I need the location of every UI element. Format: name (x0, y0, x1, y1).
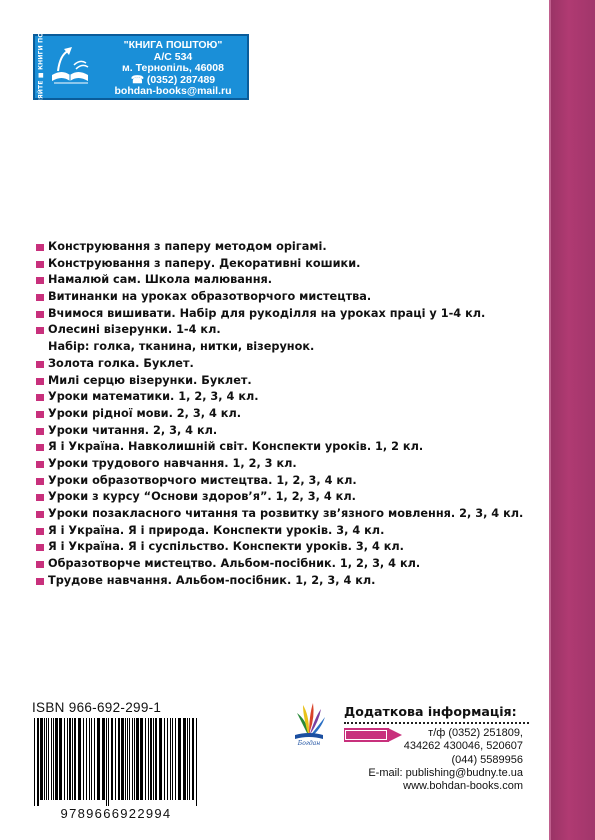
bullet-square (36, 277, 44, 284)
bullet-square (36, 261, 44, 268)
barcode-bar (115, 718, 116, 800)
barcode-bar (192, 718, 194, 800)
catalog-item: Уроки математики. 1, 2, 3, 4 кл. (36, 389, 546, 406)
mail-order-line: "КНИГА ПОШТОЮ" (123, 39, 223, 51)
bullet-square (36, 394, 44, 401)
bullet-square (36, 544, 44, 551)
bullet-square (36, 294, 44, 301)
catalog-item: Уроки образотворчого мистецтва. 1, 2, 3, 4 кл. (36, 473, 546, 490)
bullet-square (36, 327, 44, 334)
catalog-item: Вчимося вишивати. Набір для рукоділля на уроках праці у 1-4 кл. (36, 306, 546, 323)
barcode-bar (102, 718, 105, 800)
barcode-bar (150, 718, 152, 800)
barcode-bar (59, 718, 62, 800)
contact-email: E-mail: publishing@budny.te.ua (368, 766, 523, 779)
catalog-item: Я і Україна. Навколишній світ. Конспекти уроків. 1, 2 кл. (36, 439, 546, 456)
barcode-bar (121, 718, 124, 800)
bullet-square (36, 561, 44, 568)
barcode-bar (91, 718, 92, 800)
barcode-bar (89, 718, 90, 800)
bullet-square (36, 444, 44, 451)
barcode-bar (172, 718, 173, 800)
barcode-bar (145, 718, 146, 800)
barcode-bar (108, 718, 109, 806)
mail-order-line: м. Тернопіль, 46008 (122, 62, 224, 75)
barcode-bar (134, 718, 135, 800)
catalog-item: Трудове навчання. Альбом-посібник. 1, 2, 3, 4 кл. (36, 573, 546, 590)
bullet-square (36, 411, 44, 418)
barcode-bar (132, 718, 133, 800)
additional-info-title: Додаткова інформація: (344, 702, 529, 724)
barcode-digits: 9789666922994 (60, 806, 172, 821)
bullet-square (36, 311, 44, 318)
barcode-bar (155, 718, 157, 800)
barcode-bar (46, 718, 47, 800)
bullet-square (36, 528, 44, 535)
barcode-bar (175, 718, 176, 800)
bullet-square (36, 478, 44, 485)
catalog-item: Конструювання з паперу методом орігамі. (36, 239, 546, 256)
barcode-bar (111, 718, 113, 800)
barcode-bar (127, 718, 128, 800)
bullet-square (36, 578, 44, 585)
catalog-item: Уроки трудового навчання. 1, 2, 3 кл. (36, 456, 546, 473)
publisher-logo-text: Богдан (297, 740, 321, 747)
barcode-bar (53, 718, 54, 800)
catalog-item: Уроки позакласного читання та розвитку зв’язного мовлення. 2, 3, 4 кл. (36, 506, 546, 523)
barcode-bar (159, 718, 162, 800)
additional-info-contacts (330, 727, 523, 793)
bullet-square (36, 494, 44, 501)
barcode-bar (196, 718, 197, 806)
barcode-bar (51, 718, 52, 800)
catalog-item: Уроки читання. 2, 3, 4 кл. (36, 423, 546, 440)
mail-order-line: ☎ (0352) 287489 (130, 73, 216, 86)
barcode-bar (118, 718, 120, 800)
catalog-item: Уроки рідної мови. 2, 3, 4 кл. (36, 406, 546, 423)
isbn-label: ISBN 966-692-299-1 (32, 700, 162, 715)
barcode-bar (86, 718, 87, 800)
barcode-bar (148, 718, 149, 800)
barcode-bar (78, 718, 81, 800)
barcode (32, 718, 200, 806)
book-spine (551, 0, 595, 840)
barcode-bar (97, 718, 100, 800)
barcode-bar (83, 718, 84, 800)
barcode-bar (34, 718, 35, 806)
mail-order-address (101, 40, 245, 98)
catalog-item: Я і Україна. Я і суспільство. Конспекти уроків. 3, 4 кл. (36, 539, 546, 556)
bullet-square (36, 244, 44, 251)
bullet-square (36, 511, 44, 518)
barcode-bar (44, 718, 45, 800)
bullet-square (36, 461, 44, 468)
open-book-icon (48, 45, 92, 91)
mail-order-line: А/С 534 (153, 50, 193, 63)
barcode-bar (170, 718, 171, 800)
barcode-bar (183, 718, 186, 800)
barcode-bar (189, 718, 190, 800)
catalog-item: Намалюй сам. Школа малювання. (36, 272, 546, 289)
bullet-square (36, 428, 44, 435)
barcode-bar (72, 718, 73, 800)
barcode-bar (106, 718, 107, 806)
barcode-bar (153, 718, 154, 800)
barcode-bar (74, 718, 76, 800)
barcode-bar (129, 718, 130, 800)
barcode-bar (164, 718, 165, 800)
barcode-bar (55, 718, 58, 800)
contact-line: (044) 5589956 (451, 753, 523, 766)
barcode-bar (64, 718, 65, 800)
barcode-bar (187, 718, 188, 800)
barcode-bar (178, 718, 181, 800)
contact-line: т/ф (0352) 251809, (428, 727, 523, 739)
barcode-bar (37, 718, 39, 806)
catalog-item: Милі серцю візерунки. Буклет. (36, 373, 546, 390)
contact-line: 434262 430046, 520607 (403, 740, 523, 753)
barcode-bar (167, 718, 168, 800)
barcode-bar (48, 718, 49, 800)
mail-order-side-label: ЗАМОВЛЯЙТЕ ■ КНИГИ ПОШТОЮ: (37, 4, 45, 130)
contact-website: www.bohdan-books.com (403, 780, 523, 793)
catalog-item: Конструювання з паперу. Декоративні кошики. (36, 256, 546, 273)
catalog-item: Золота голка. Буклет. (36, 356, 546, 373)
barcode-bar (67, 718, 68, 800)
book-catalog-list (36, 239, 546, 589)
catalog-item: Образотворче мистецтво. Альбом-посібник. 1, 2, 3, 4 кл. (36, 556, 546, 573)
catalog-item: Я і Україна. Я і природа. Конспекти уроків. 3, 4 кл. (36, 523, 546, 540)
barcode-bar (69, 718, 71, 800)
barcode-bar (94, 718, 95, 800)
mail-order-box (33, 4, 249, 130)
publisher-logo (291, 701, 327, 747)
barcode-bar (136, 718, 139, 800)
bullet-square (36, 378, 44, 385)
catalog-item: Витинанки на уроках образотворчого мистецтва. (36, 289, 546, 306)
catalog-item-subline: Набір: голка, тканина, нитки, візерунок. (48, 340, 315, 354)
mail-order-line: bohdan-books@mail.ru (114, 85, 232, 98)
bullet-square (36, 361, 44, 368)
barcode-bar (125, 718, 126, 800)
catalog-item: Олесині візерунки. 1-4 кл. (36, 322, 546, 339)
barcode-bar (40, 718, 43, 800)
catalog-item: Уроки з курсу “Основи здоров’я”. 1, 2, 3, 4 кл. (36, 489, 546, 506)
barcode-bar (140, 718, 143, 800)
